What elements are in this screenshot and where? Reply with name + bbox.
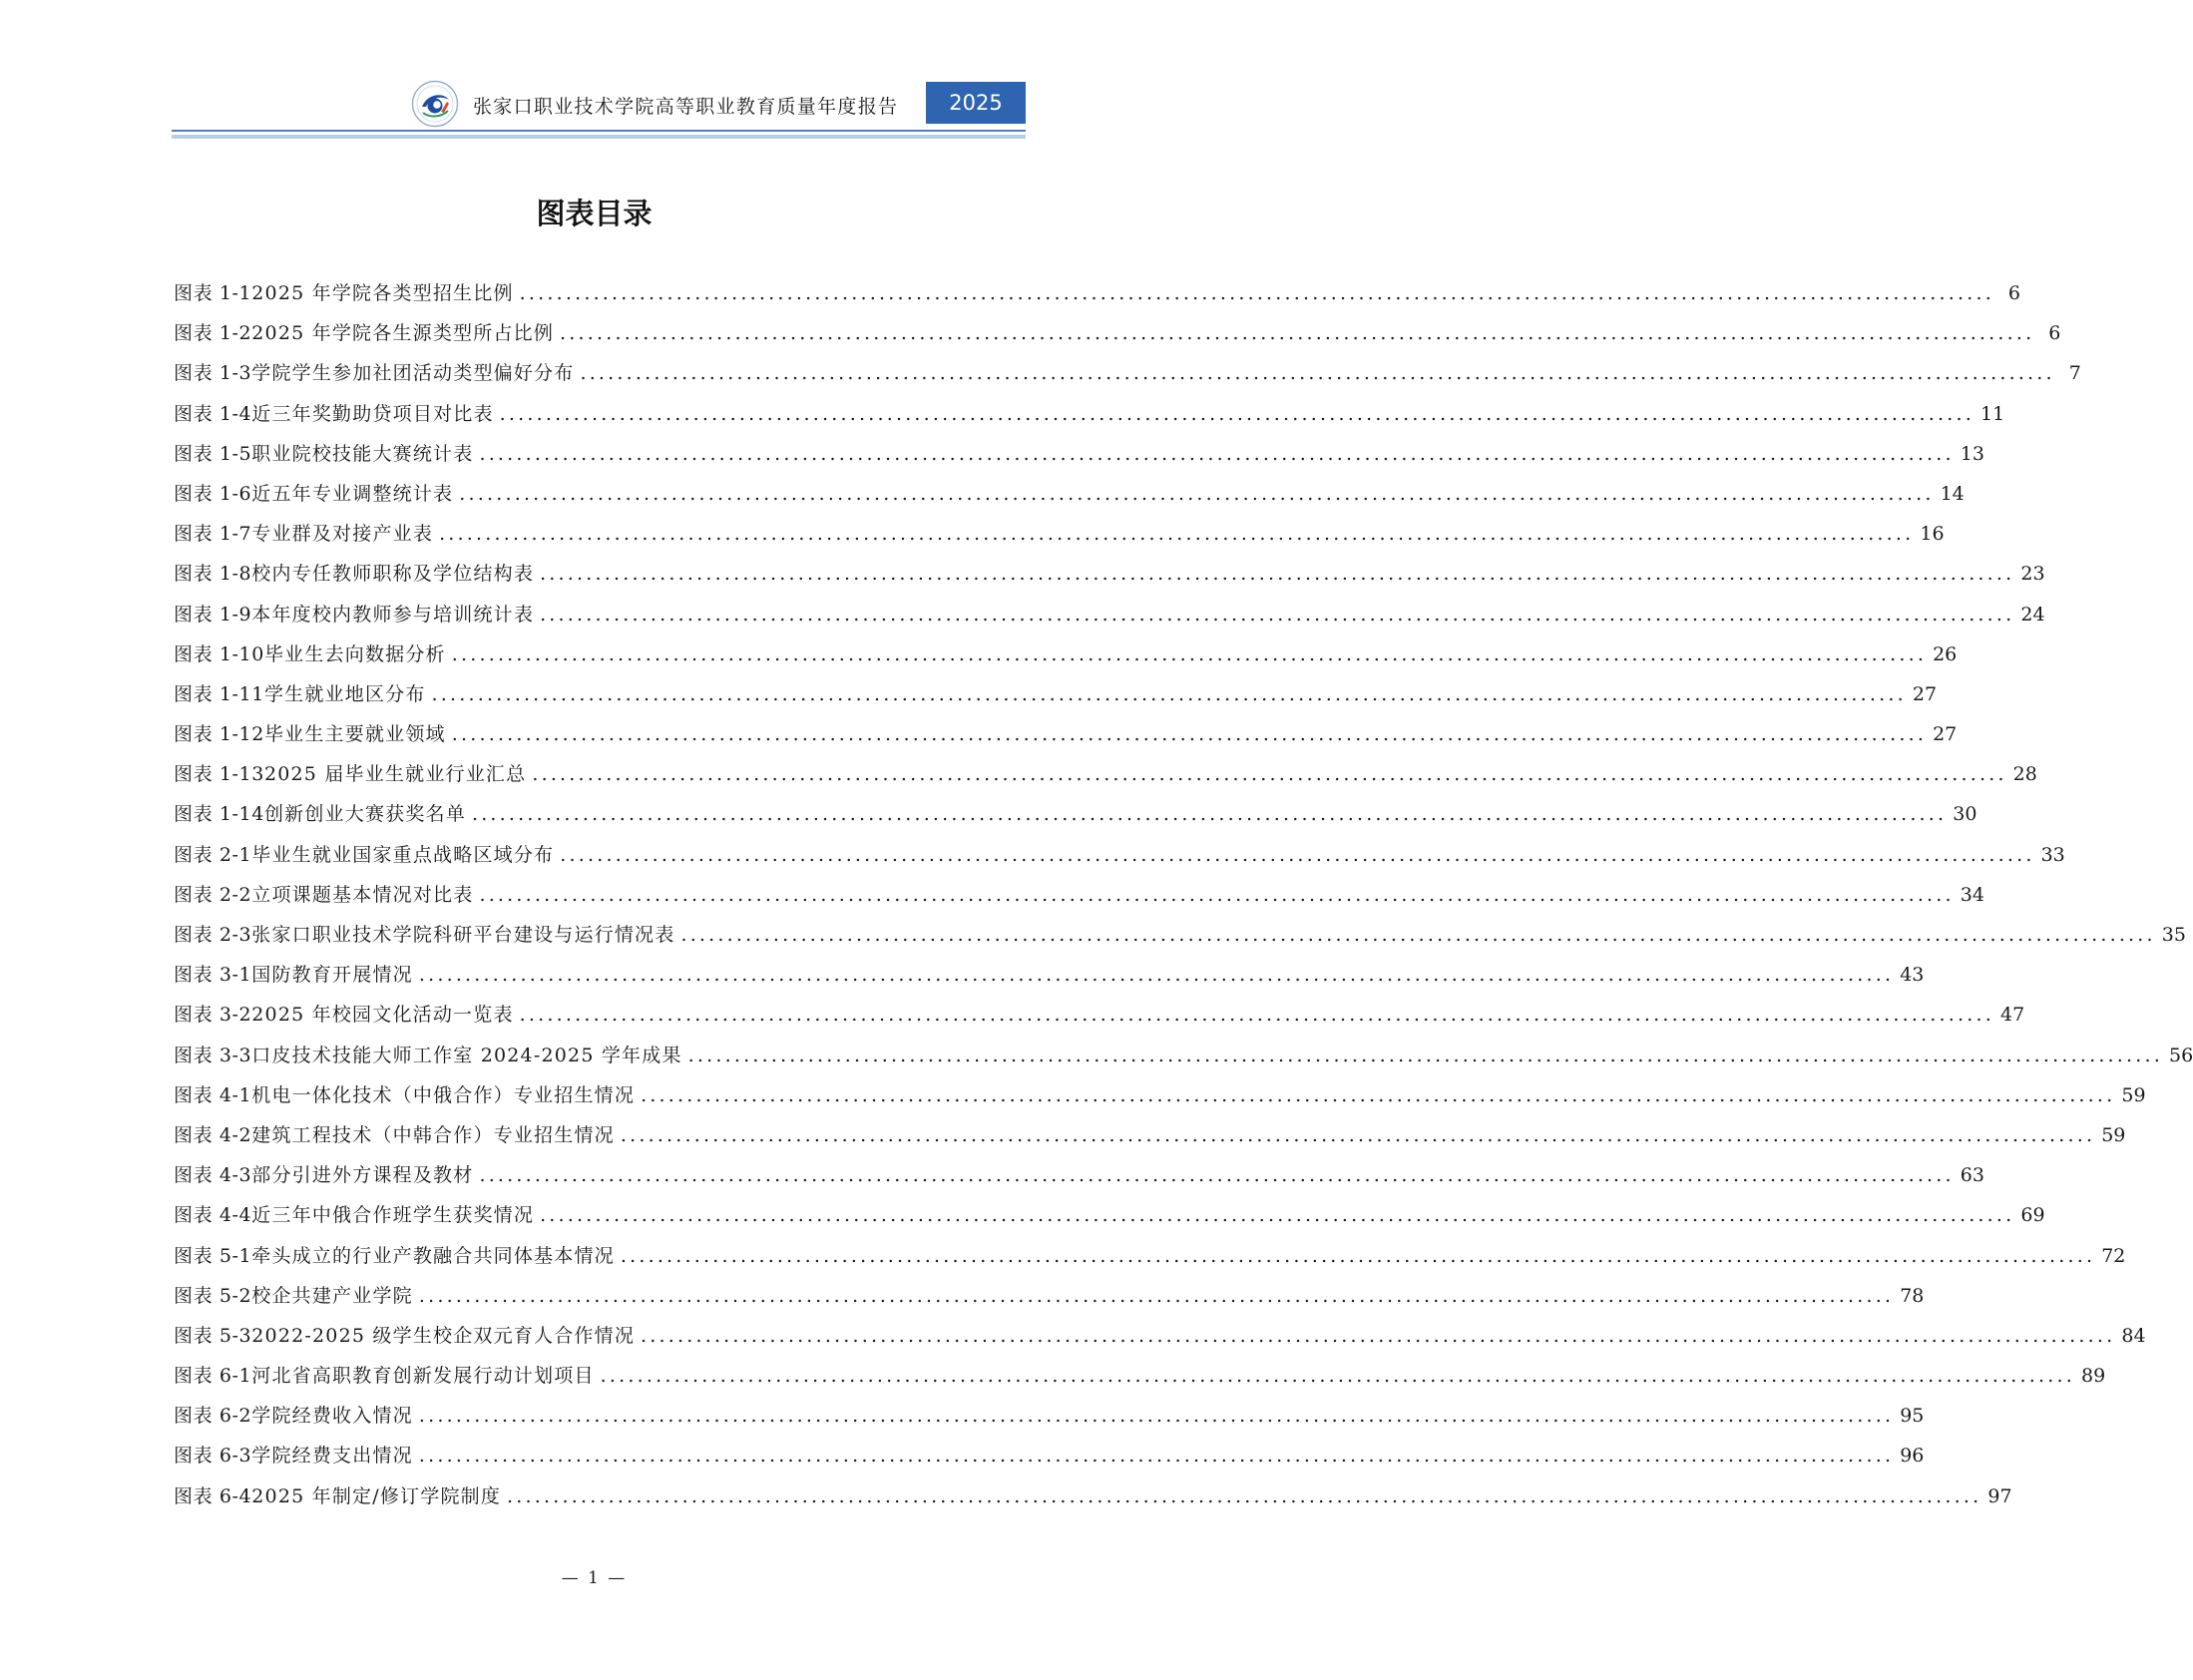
toc-entry-page: 95 [1900,1405,1925,1428]
toc-entry-page: 84 [2121,1324,2146,1347]
toc-entry[interactable] [174,514,1945,554]
toc-entry-title: 立项课题基本情况对比表 [251,883,474,906]
toc-entry-page: 23 [2020,563,2045,586]
toc-leader-dots: ................................................................................................................................................................ [479,1164,1955,1187]
toc-entry-page: 47 [1999,1004,2025,1027]
toc-entry-title: 校企共建产业学院 [251,1284,413,1307]
toc-entry-label: 图表 6-4 [174,1484,252,1507]
toc-leader-dots: ................................................................................................................................................................ [439,523,1915,546]
toc-entry-title: 学生就业地区分布 [263,682,426,705]
toc-leader-dots: ................................................................................................................................................................ [620,1123,2096,1146]
toc-entry-page: 63 [1960,1164,1984,1187]
toc-entry-page: 56 [2169,1044,2193,1066]
toc-entry-page: 43 [1900,964,1925,987]
toc-entry[interactable] [174,1115,2126,1155]
toc-entry[interactable] [174,1356,2106,1396]
toc-entry-page: 30 [1953,803,1977,826]
toc-entry-page: 35 [2161,924,2186,946]
toc-entry[interactable] [174,1236,2126,1276]
toc-entry-page: 34 [1960,883,1984,906]
toc-entry-page: 11 [1979,402,2005,425]
toc-entry-title: 2025 届毕业生就业行业汇总 [263,763,527,786]
toc-entry[interactable] [174,474,1965,514]
toc-entry[interactable] [174,794,1977,834]
toc-entry-label: 图表 5-3 [174,1324,252,1347]
toc-entry-title: 职业院校技能大赛统计表 [251,442,474,465]
toc-entry-label: 图表 3-2 [174,1004,252,1027]
toc-entry[interactable] [174,634,1958,674]
toc-entry-page: 7 [2068,362,2081,385]
toc-entry-page: 89 [2080,1365,2106,1388]
toc-entry[interactable] [174,674,1938,714]
toc-entry-title: 河北省高职教育创新发展行动计划项目 [251,1365,595,1388]
toc-entry-page: 13 [1960,442,1984,465]
toc-entry[interactable] [174,1476,2012,1516]
toc-entry-label: 图表 4-2 [174,1123,252,1146]
toc-entry-page: 6 [2007,282,2020,304]
toc-entry-title: 学院经费支出情况 [251,1445,413,1468]
toc-entry-title: 近三年奖勤助贷项目对比表 [251,402,494,425]
toc-entry-label: 图表 1-2 [174,322,252,345]
report-title: 张家口职业技术学院高等职业教育质量年度报告 [473,96,899,118]
toc-entry-label: 图表 3-3 [174,1044,252,1066]
toc-leader-dots: ................................................................................................................................................................ [532,763,2007,786]
toc-entry-title: 本年度校内教师参与培训统计表 [251,603,535,626]
toc-leader-dots: ................................................................................................................................................................ [540,1204,2015,1227]
toc-entry[interactable] [174,1316,2146,1356]
toc-entry-title: 近五年专业调整统计表 [251,482,454,505]
toc-entry[interactable] [174,875,1984,915]
toc-entry-label: 图表 1-6 [174,482,252,505]
toc-leader-dots: ................................................................................................................................................................ [519,282,1994,304]
toc-entry-page: 24 [2020,603,2045,626]
toc-leader-dots: ................................................................................................................................................................ [451,723,1928,746]
toc-entry[interactable] [174,915,2186,955]
toc-entry[interactable] [174,995,2025,1035]
toc-entry-title: 近三年中俄合作班学生获奖情况 [251,1204,535,1227]
toc-entry-page: 26 [1933,642,1958,665]
toc-entry-label: 图表 1-13 [174,763,264,786]
toc-entry-title: 学院学生参加社团活动类型偏好分布 [251,362,575,385]
toc-entry-page: 69 [2020,1204,2045,1227]
toc-leader-dots: ................................................................................................................................................................ [620,1244,2096,1267]
toc-entry-title: 张家口职业技术学院科研平台建设与运行情况表 [251,924,675,946]
toc-entry[interactable] [174,1276,1925,1316]
toc-entry[interactable] [174,434,1984,474]
toc-entry-label: 图表 4-4 [174,1204,252,1227]
toc-entry-page: 78 [1900,1284,1925,1307]
toc-entry[interactable] [174,394,2005,434]
toc-leader-dots: ................................................................................................................................................................ [451,642,1928,665]
toc-entry-page: 59 [2101,1123,2126,1146]
toc-entry-label: 图表 5-1 [174,1244,252,1267]
toc-entry[interactable] [174,955,1925,995]
toc-entry-label: 图表 2-2 [174,883,252,906]
toc-leader-dots: ................................................................................................................................................................ [540,563,2015,586]
toc-entry-title: 部分引进外方课程及教材 [251,1164,474,1187]
toc-entry-title: 建筑工程技术（中韩合作）专业招生情况 [251,1123,615,1146]
toc-entry-label: 图表 1-5 [174,442,252,465]
toc-entry-title: 学院经费收入情况 [251,1405,413,1428]
toc-entry-label: 图表 2-1 [174,843,252,866]
toc-entry-page: 33 [2040,843,2065,866]
toc-entry-label: 图表 1-14 [174,803,264,826]
toc-entry-label: 图表 1-12 [174,723,264,746]
toc-entry-label: 图表 5-2 [174,1284,252,1307]
toc-entry-title: 毕业生去向数据分析 [263,642,446,665]
table-of-figures [174,273,2193,1516]
toc-entry-page: 72 [2101,1244,2126,1267]
toc-entry[interactable] [174,1396,1925,1436]
toc-entry-page: 97 [1987,1484,2012,1507]
toc-entry-title: 牵头成立的行业产教融合共同体基本情况 [251,1244,615,1267]
toc-entry-label: 图表 3-1 [174,964,252,987]
toc-entry-page: 27 [1912,682,1938,705]
toc-entry[interactable] [174,273,2020,313]
toc-entry-title: 毕业生就业国家重点战略区域分布 [251,843,555,866]
toc-leader-dots: ................................................................................................................................................................ [431,682,1907,705]
toc-leader-dots: ................................................................................................................................................................ [560,843,2035,866]
toc-entry-label: 图表 1-9 [174,603,252,626]
toc-entry-page: 28 [2012,763,2037,786]
toc-entry-title: 机电一体化技术（中俄合作）专业招生情况 [251,1083,636,1106]
toc-entry-label: 图表 1-3 [174,362,252,385]
toc-entry-label: 图表 6-3 [174,1445,252,1468]
toc-leader-dots: ................................................................................................................................................................ [418,964,1895,987]
toc-entry-label: 图表 6-2 [174,1405,252,1428]
toc-entry-title: 专业群及对接产业表 [251,523,434,546]
toc-leader-dots: ................................................................................................................................................................ [418,1445,1895,1468]
toc-entry-label: 图表 4-1 [174,1083,252,1106]
toc-entry[interactable] [174,595,2045,634]
toc-leader-dots: ................................................................................................................................................................ [507,1484,1982,1507]
toc-entry[interactable] [174,1195,2045,1235]
toc-entry-title: 校内专任教师职称及学位结构表 [251,563,535,586]
toc-entry[interactable] [174,353,2081,393]
toc-entry[interactable] [174,714,1958,754]
year-badge: 2025 [926,82,1026,124]
toc-entry-title: 毕业生主要就业领域 [263,723,446,746]
header-rule [172,130,1026,132]
toc-entry[interactable] [174,754,2037,794]
page-header [172,78,1026,136]
toc-leader-dots: ................................................................................................................................................................ [600,1365,2075,1388]
toc-entry[interactable] [174,1436,1925,1475]
toc-leader-dots: ................................................................................................................................................................ [519,1004,1994,1027]
toc-entry-title: 2025 年学院各生源类型所占比例 [251,322,555,345]
toc-entry[interactable] [174,1075,2146,1115]
toc-leader-dots: ................................................................................................................................................................ [687,1044,2163,1066]
toc-entry-page: 96 [1900,1445,1925,1468]
toc-entry-label: 图表 4-3 [174,1164,252,1187]
toc-leader-dots: ................................................................................................................................................................ [471,803,1948,826]
toc-leader-dots: ................................................................................................................................................................ [479,442,1955,465]
toc-entry-title: 创新创业大赛获奖名单 [263,803,466,826]
toc-entry-label: 图表 1-8 [174,563,252,586]
toc-entry-label: 图表 6-1 [174,1365,252,1388]
toc-leader-dots: ................................................................................................................................................................ [560,322,2035,345]
toc-leader-dots: ................................................................................................................................................................ [479,883,1955,906]
toc-entry-title: 口皮技术技能大师工作室 2024-2025 学年成果 [251,1044,682,1066]
toc-entry-title: 2022-2025 级学生校企双元育人合作情况 [251,1324,636,1347]
toc-entry-page: 14 [1940,482,1965,505]
toc-leader-dots: ................................................................................................................................................................ [641,1324,2116,1347]
toc-entry-title: 2025 年学院各类型招生比例 [251,282,514,304]
toc-entry[interactable] [174,835,2065,875]
toc-entry-label: 图表 2-3 [174,924,252,946]
toc-entry-label: 图表 1-4 [174,402,252,425]
page-title: 图表目录 [536,197,653,230]
toc-entry-label: 图表 1-10 [174,642,264,665]
toc-entry-page: 59 [2121,1083,2146,1106]
toc-leader-dots: ................................................................................................................................................................ [680,924,2156,946]
toc-leader-dots: ................................................................................................................................................................ [540,603,2015,626]
toc-entry-page: 27 [1933,723,1958,746]
toc-entry[interactable] [174,1036,2193,1075]
toc-leader-dots: ................................................................................................................................................................ [499,402,1974,425]
toc-leader-dots: ................................................................................................................................................................ [418,1284,1895,1307]
toc-entry[interactable] [174,554,2045,594]
toc-leader-dots: ................................................................................................................................................................ [641,1083,2116,1106]
toc-leader-dots: ................................................................................................................................................................ [418,1405,1895,1428]
toc-entry-title: 2025 年制定/修订学院制度 [251,1484,502,1507]
toc-entry-page: 16 [1920,523,1945,546]
header-rule-light [172,135,1026,139]
college-emblem-icon [411,80,459,128]
toc-leader-dots: ................................................................................................................................................................ [459,482,1935,505]
toc-leader-dots: ................................................................................................................................................................ [580,362,2055,385]
toc-entry[interactable] [174,1155,1984,1195]
toc-entry-page: 6 [2048,322,2061,345]
toc-entry-title: 国防教育开展情况 [251,964,413,987]
toc-entry-label: 图表 1-7 [174,523,252,546]
page-number: — 1 — [561,1568,628,1588]
toc-entry[interactable] [174,313,2061,353]
toc-entry-label: 图表 1-11 [174,682,264,705]
toc-entry-label: 图表 1-1 [174,282,252,304]
toc-entry-title: 2025 年校园文化活动一览表 [251,1004,514,1027]
